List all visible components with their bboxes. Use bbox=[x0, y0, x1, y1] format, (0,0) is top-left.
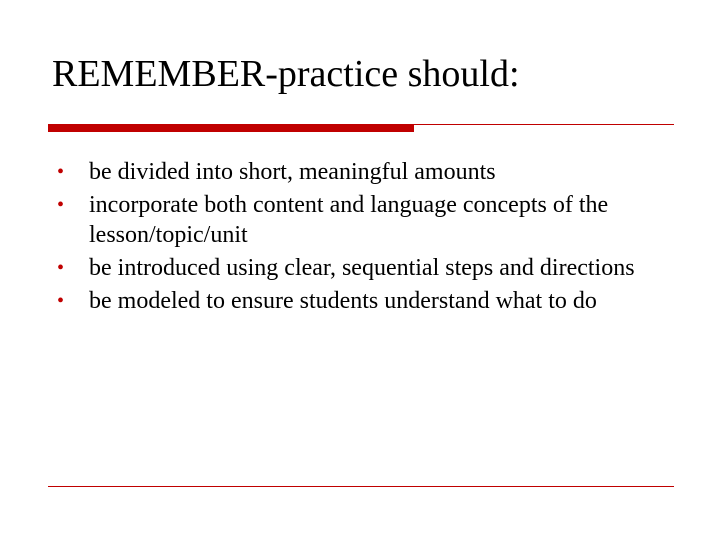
list-item bbox=[52, 253, 672, 283]
title-underline-thin bbox=[414, 124, 674, 125]
bottom-rule bbox=[48, 486, 674, 487]
bullet-dot-icon: • bbox=[57, 194, 65, 216]
bullet-dot-icon: • bbox=[57, 290, 65, 312]
list-item bbox=[52, 190, 672, 250]
bullet-text: be introduced using clear, sequential steps and directions bbox=[89, 255, 635, 281]
bullet-list bbox=[52, 157, 672, 319]
slide-title: REMEMBER-practice should: bbox=[52, 53, 520, 95]
bullet-text: incorporate both content and language concepts of the lesson/topic/unit bbox=[89, 192, 609, 248]
title-underline-thick bbox=[48, 124, 414, 132]
list-item bbox=[52, 286, 672, 316]
bullet-text: be divided into short, meaningful amounts bbox=[89, 159, 496, 185]
list-item bbox=[52, 157, 672, 187]
bullet-text: be modeled to ensure students understand what to do bbox=[89, 288, 597, 314]
bullet-dot-icon: • bbox=[57, 161, 65, 183]
bullet-dot-icon: • bbox=[57, 257, 65, 279]
